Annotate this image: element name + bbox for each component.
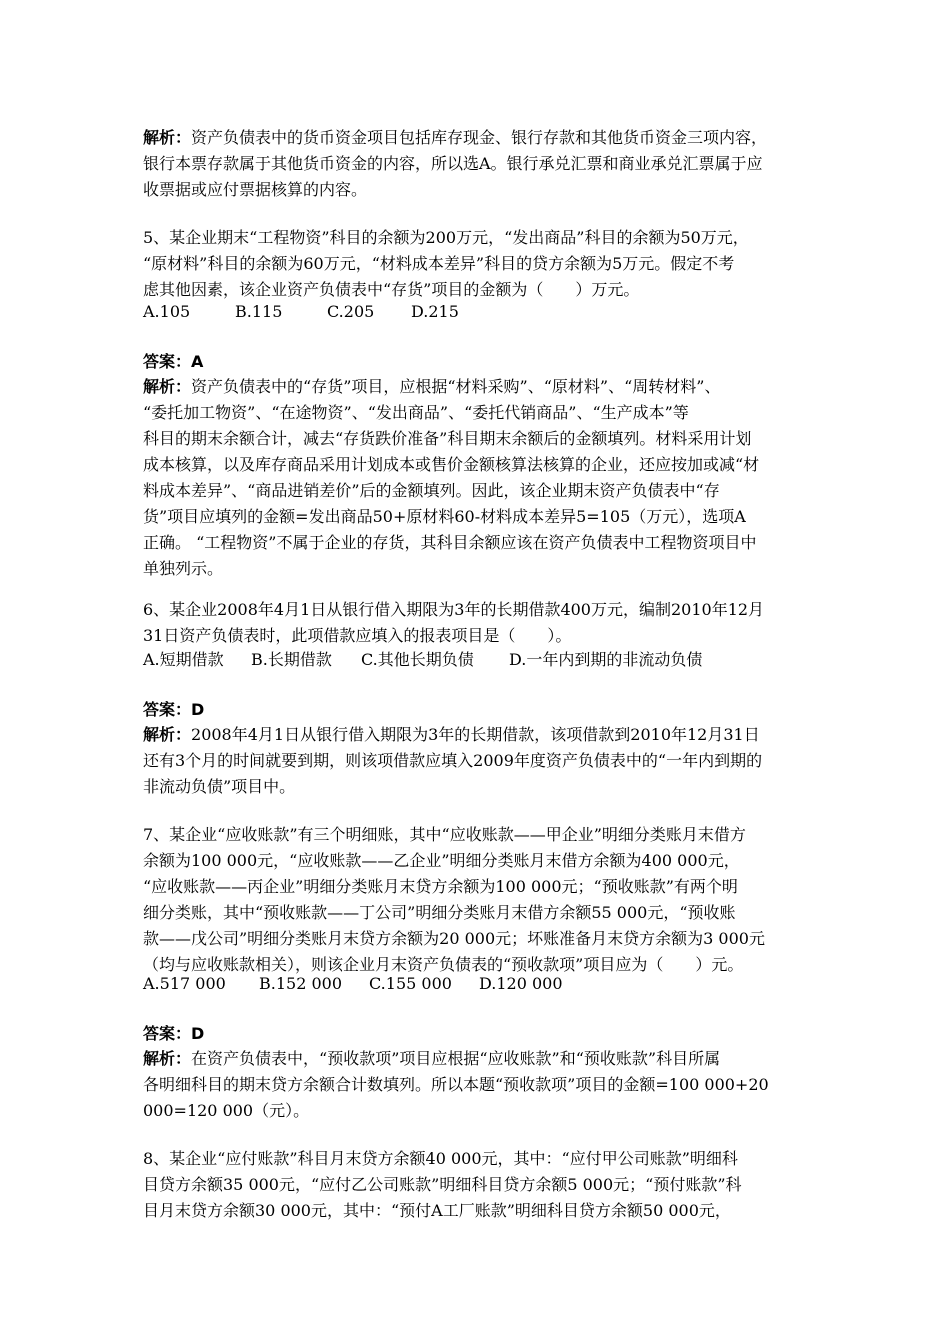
analysis-line: 000=120 000（元）。 bbox=[143, 1101, 310, 1120]
option-a: A.短期借款 bbox=[143, 650, 224, 669]
analysis-q4 bbox=[143, 125, 811, 203]
answer-q7 bbox=[143, 1021, 811, 1047]
answer-value: D bbox=[191, 1024, 205, 1043]
question-line: 目贷方余额35 000元，“应付乙公司账款”明细科目贷方余额5 000元；“预付账款”科 bbox=[143, 1175, 742, 1194]
question-line: 6、某企业2008年4月1日从银行借入期限为3年的长期借款400万元，编制2010年12月 bbox=[143, 600, 765, 619]
answer-q6 bbox=[143, 697, 811, 723]
question-5 bbox=[143, 225, 811, 303]
analysis-line: 2008年4月1日从银行借入期限为3年的长期借款，该项借款到2010年12月31日 bbox=[191, 725, 760, 744]
analysis-line: 正确。 “工程物资”不属于企业的存货，其科目余额应该在资产负债表中工程物资项目中 bbox=[143, 533, 757, 552]
analysis-line: “委托加工物资”、“在途物资”、“发出商品”、“委托代销商品”、“生产成本”等 bbox=[143, 403, 689, 422]
analysis-line: 银行本票存款属于其他货币资金的内容，所以选A。银行承兑汇票和商业承兑汇票属于应 bbox=[143, 154, 763, 173]
analysis-line: 料成本差异”、“商品进销差价”后的金额填列。因此，该企业期末资产负债表中“存 bbox=[143, 481, 720, 500]
question-line: “应收账款——丙企业”明细分类账月末贷方余额为100 000元；“预收账款”有两个明 bbox=[143, 877, 738, 896]
answer-label: 答案： bbox=[143, 352, 192, 371]
question-line: 31日资产负债表时，此项借款应填入的报表项目是（ ）。 bbox=[143, 626, 572, 645]
question-line: 余额为100 000元，“应收账款——乙企业”明细分类账月末借方余额为400 000元， bbox=[143, 851, 740, 870]
question-line: 细分类账，其中“预收账款——丁公司”明细分类账月末借方余额55 000元，“预收账 bbox=[143, 903, 736, 922]
answer-value: D bbox=[191, 700, 205, 719]
question-line: 虑其他因素，该企业资产负债表中“存货”项目的金额为（ ）万元。 bbox=[143, 280, 640, 299]
question-line: （均与应收账款相关），则该企业月末资产负债表的“预收款项”项目应为（ ）元。 bbox=[143, 955, 744, 974]
analysis-label: 解析： bbox=[143, 128, 192, 147]
analysis-line: 货”项目应填列的金额=发出商品50+原材料60-材料成本差异5=105（万元），选项A bbox=[143, 507, 746, 526]
option-c: C.155 000 bbox=[369, 974, 452, 993]
option-d: D.215 bbox=[411, 302, 459, 321]
option-d: D.120 000 bbox=[479, 974, 563, 993]
option-a: A.517 000 bbox=[143, 974, 226, 993]
analysis-line: 收票据或应付票据核算的内容。 bbox=[143, 180, 368, 199]
option-b: B.152 000 bbox=[259, 974, 343, 993]
answer-value: A bbox=[191, 352, 204, 371]
analysis-label: 解析： bbox=[143, 725, 192, 744]
analysis-q5 bbox=[143, 374, 811, 582]
question-line: 5、某企业期末“工程物资”科目的余额为200万元，“发出商品”科目的余额为50万元， bbox=[143, 228, 749, 247]
analysis-line: 科目的期末余额合计，减去“存货跌价准备”科目期末余额后的金额填列。材料采用计划 bbox=[143, 429, 752, 448]
question-line: 8、某企业“应付账款”科目月末贷方余额40 000元，其中：“应付甲公司账款”明细科 bbox=[143, 1149, 738, 1168]
option-c: C.其他长期负债 bbox=[361, 650, 474, 669]
analysis-q7 bbox=[143, 1046, 811, 1124]
analysis-line: 单独列示。 bbox=[143, 559, 224, 578]
options-q6 bbox=[143, 647, 811, 673]
options-q5 bbox=[143, 299, 811, 325]
analysis-line: 资产负债表中的货币资金项目包括库存现金、银行存款和其他货币资金三项内容， bbox=[191, 128, 768, 147]
answer-label: 答案： bbox=[143, 700, 192, 719]
options-q7 bbox=[143, 971, 811, 997]
question-7 bbox=[143, 822, 811, 978]
analysis-line: 在资产负债表中，“预收款项”项目应根据“应收账款”和“预收账款”科目所属 bbox=[191, 1049, 721, 1068]
option-a: A.105 bbox=[143, 302, 191, 321]
analysis-label: 解析： bbox=[143, 377, 192, 396]
option-c: C.205 bbox=[327, 302, 375, 321]
analysis-label: 解析： bbox=[143, 1049, 192, 1068]
question-8 bbox=[143, 1146, 811, 1224]
question-line: 目月末贷方余额30 000元，其中：“预付A工厂账款”明细科目贷方余额50 000元， bbox=[143, 1201, 731, 1220]
option-d: D.一年内到期的非流动负债 bbox=[509, 650, 703, 669]
answer-q5 bbox=[143, 349, 811, 375]
analysis-line: 资产负债表中的“存货”项目，应根据“材料采购”、“原材料”、“周转材料”、 bbox=[191, 377, 721, 396]
question-line: 7、某企业“应收账款”有三个明细账，其中“应收账款——甲企业”明细分类账月末借方 bbox=[143, 825, 746, 844]
question-line: “原材料”科目的余额为60万元，“材料成本差异”科目的贷方余额为5万元。假定不考 bbox=[143, 254, 735, 273]
option-b: B.115 bbox=[235, 302, 283, 321]
analysis-line: 各明细科目的期末贷方余额合计数填列。所以本题“预收款项”项目的金额=100 000+20 bbox=[143, 1075, 769, 1094]
analysis-line: 还有3个月的时间就要到期，则该项借款应填入2009年度资产负债表中的“一年内到期的 bbox=[143, 751, 763, 770]
question-line: 款——戊公司”明细分类账月末贷方余额为20 000元；坏账准备月末贷方余额为3 000元 bbox=[143, 929, 765, 948]
option-b: B.长期借款 bbox=[251, 650, 332, 669]
answer-label: 答案： bbox=[143, 1024, 192, 1043]
question-6 bbox=[143, 597, 811, 649]
analysis-line: 成本核算，以及库存商品采用计划成本或售价金额核算法核算的企业，还应按加或减“材 bbox=[143, 455, 760, 474]
analysis-q6 bbox=[143, 722, 811, 800]
analysis-line: 非流动负债”项目中。 bbox=[143, 777, 296, 796]
